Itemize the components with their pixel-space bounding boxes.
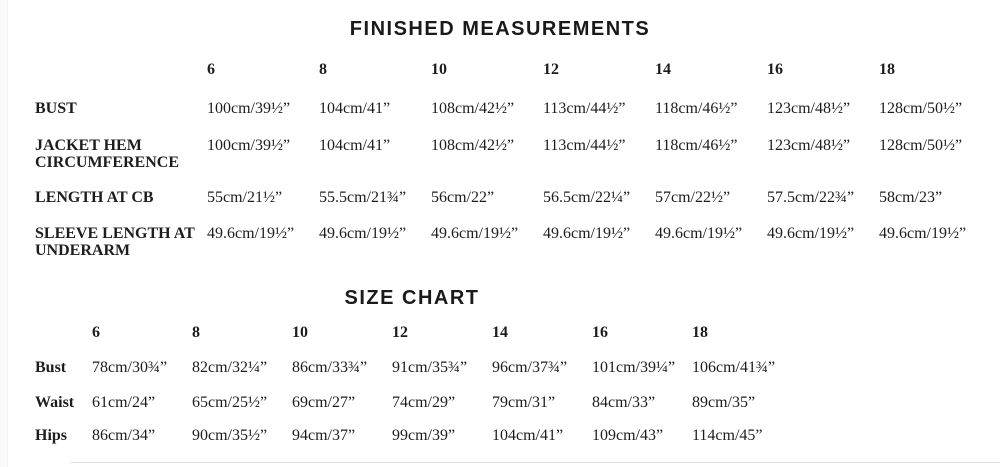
size-header-cell: 10 <box>292 324 308 341</box>
size-header-cell: 12 <box>543 61 559 78</box>
row-label: Waist <box>35 394 75 411</box>
measurement-cell: 56.5cm/22¼” <box>543 189 631 206</box>
measurement-cell: 123cm/48½” <box>767 137 851 154</box>
measurement-cell: 69cm/27” <box>292 394 356 411</box>
size-header-cell: 12 <box>392 324 408 341</box>
row-label-spacer <box>35 61 207 78</box>
measurement-cell: 78cm/30¾” <box>92 359 168 376</box>
table-row <box>35 427 792 444</box>
measurement-cell: 128cm/50½” <box>879 100 963 117</box>
measurement-cell: 118cm/46½” <box>655 137 738 154</box>
size-header-cell: 18 <box>692 324 708 341</box>
size-header-cell: 16 <box>592 324 608 341</box>
measurement-cell: 104cm/41” <box>319 137 391 154</box>
measurement-cell: 49.6cm/19½” <box>431 225 519 242</box>
size-chart-table <box>35 324 795 459</box>
measurement-cell: 96cm/37¾” <box>492 359 568 376</box>
measurement-cell: 49.6cm/19½” <box>655 225 743 242</box>
measurement-cell: 49.6cm/19½” <box>879 225 967 242</box>
measurement-cell: 90cm/35½” <box>192 427 268 444</box>
row-label: JACKET HEM CIRCUMFERENCE <box>35 137 179 171</box>
measurement-cell: 109cm/43” <box>592 427 664 444</box>
measurement-cell: 104cm/41” <box>319 100 391 117</box>
measurement-cell: 113cm/44½” <box>543 100 626 117</box>
measurement-cell: 108cm/42½” <box>431 137 515 154</box>
size-header-cell: 14 <box>492 324 508 341</box>
table-row <box>35 100 991 117</box>
measurement-cell: 57cm/22½” <box>655 189 731 206</box>
measurement-cell: 86cm/33¾” <box>292 359 368 376</box>
row-label-spacer <box>35 324 92 341</box>
measurement-cell: 55.5cm/21¾” <box>319 189 407 206</box>
measurement-cell: 104cm/41” <box>492 427 564 444</box>
measurement-cell: 100cm/39½” <box>207 100 291 117</box>
page-edge <box>0 0 8 467</box>
measurement-cell: 114cm/45” <box>692 427 763 444</box>
measurement-cell: 94cm/37” <box>292 427 356 444</box>
measurement-cell: 113cm/44½” <box>543 137 626 154</box>
size-header-cell: 6 <box>207 61 215 78</box>
finished-measurements-title: FINISHED MEASUREMENTS <box>349 18 651 40</box>
measurement-cell: 108cm/42½” <box>431 100 515 117</box>
row-label: LENGTH AT CB <box>35 189 154 206</box>
measurement-cell: 89cm/35” <box>692 394 756 411</box>
row-label: BUST <box>35 100 77 117</box>
row-label: Hips <box>35 427 68 444</box>
measurement-cell: 57.5cm/22¾” <box>767 189 855 206</box>
finished-measurements-table <box>35 61 995 271</box>
size-header-cell: 14 <box>655 61 671 78</box>
measurement-cell: 82cm/32¼” <box>192 359 268 376</box>
row-label: SLEEVE LENGTH AT UNDERARM <box>35 225 195 259</box>
measurement-cell: 100cm/39½” <box>207 137 291 154</box>
row-label: Bust <box>35 359 67 376</box>
measurement-cell: 101cm/39¼” <box>592 359 676 376</box>
size-header-row <box>35 61 991 78</box>
measurement-cell: 79cm/31” <box>492 394 556 411</box>
measurement-cell: 86cm/34” <box>92 427 156 444</box>
table-row <box>35 189 991 206</box>
table-row <box>35 394 792 411</box>
measurement-cell: 106cm/41¾” <box>692 359 776 376</box>
size-chart-title: SIZE CHART <box>344 287 480 309</box>
bottom-rule <box>70 462 1000 463</box>
measurement-cell: 49.6cm/19½” <box>543 225 631 242</box>
measurement-cell: 128cm/50½” <box>879 137 963 154</box>
measurement-cell: 49.6cm/19½” <box>767 225 855 242</box>
measurement-cell: 58cm/23” <box>879 189 943 206</box>
measurement-cell: 84cm/33” <box>592 394 656 411</box>
size-header-cell: 16 <box>767 61 783 78</box>
size-header-cell: 8 <box>319 61 327 78</box>
measurement-cell: 56cm/22” <box>431 189 495 206</box>
measurement-cell: 49.6cm/19½” <box>207 225 295 242</box>
measurement-cell: 61cm/24” <box>92 394 156 411</box>
measurement-cell: 49.6cm/19½” <box>319 225 407 242</box>
size-header-cell: 8 <box>192 324 200 341</box>
size-header-cell: 10 <box>431 61 447 78</box>
size-header-row <box>35 324 792 341</box>
table-row <box>35 359 792 376</box>
measurement-cell: 99cm/39” <box>392 427 456 444</box>
table-row <box>35 225 991 259</box>
table-row <box>35 137 991 171</box>
size-header-cell: 6 <box>92 324 100 341</box>
measurement-cell: 123cm/48½” <box>767 100 851 117</box>
measurement-cell: 91cm/35¾” <box>392 359 468 376</box>
measurement-cell: 118cm/46½” <box>655 100 738 117</box>
measurement-cell: 74cm/29” <box>392 394 456 411</box>
measurement-cell: 55cm/21½” <box>207 189 283 206</box>
size-header-cell: 18 <box>879 61 895 78</box>
measurement-cell: 65cm/25½” <box>192 394 268 411</box>
